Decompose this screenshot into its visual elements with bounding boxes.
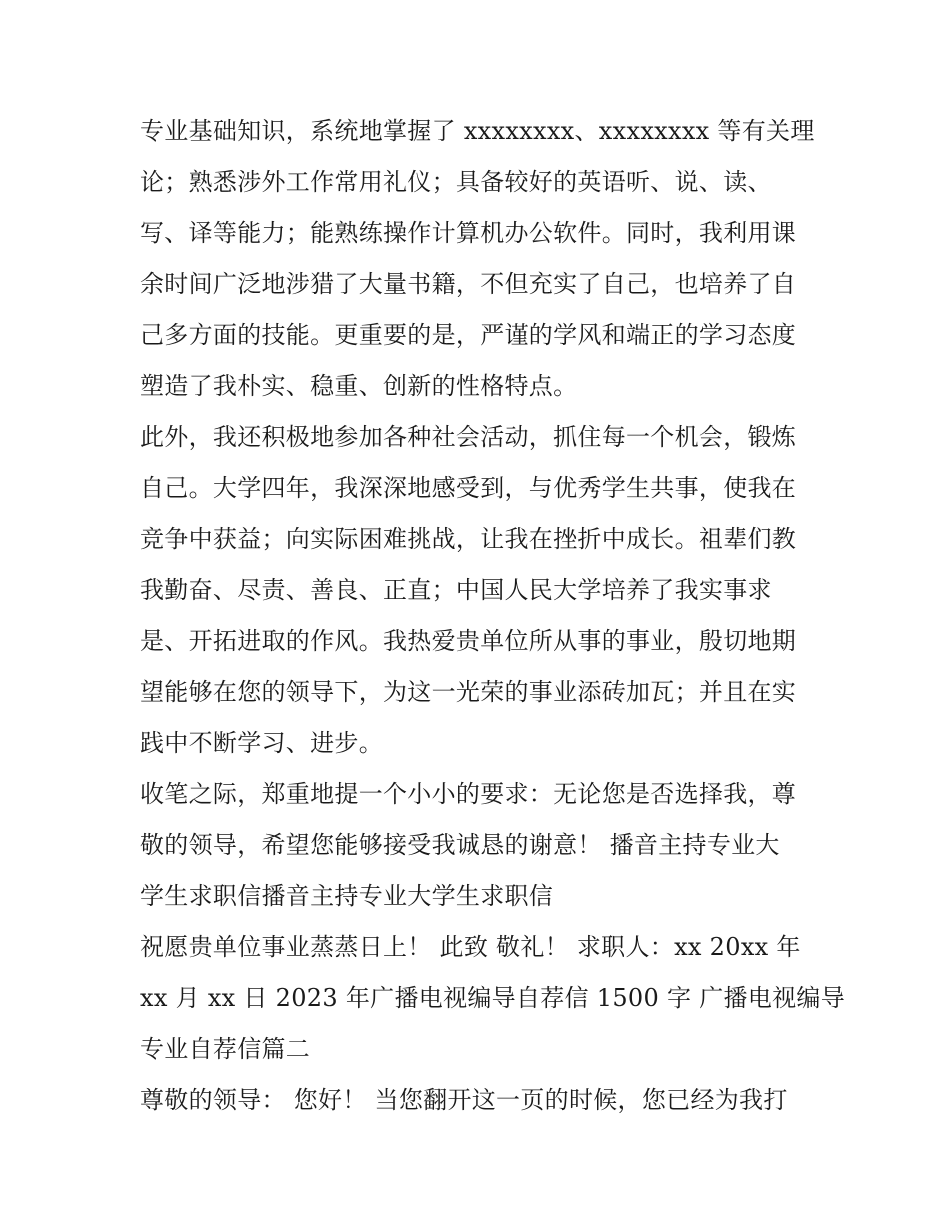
text-line-1: 专业基础知识，系统地掌握了 xxxxxxxx、xxxxxxxx 等有关理 bbox=[140, 117, 815, 145]
text-line-19: 专业自荐信篇二 bbox=[140, 1035, 311, 1063]
text-line-5: 己多方面的技能。更重要的是，严谨的学风和端正的学习态度 bbox=[140, 321, 797, 349]
text-line-3: 写、译等能力；能熟练操作计算机办公软件。同时，我利用课 bbox=[140, 219, 797, 247]
text-line-11: 是、开拓进取的作风。我热爱贵单位所从事的事业，殷切地期 bbox=[140, 627, 797, 655]
text-line-12: 望能够在您的领导下，为这一光荣的事业添砖加瓦；并且在实 bbox=[140, 678, 797, 706]
text-line-2: 论；熟悉涉外工作常用礼仪；具备较好的英语听、说、读、 bbox=[140, 168, 772, 196]
text-line-6: 塑造了我朴实、稳重、创新的性格特点。 bbox=[140, 372, 578, 400]
text-line-20: 尊敬的领导： 您好！ 当您翻开这一页的时候，您已经为我打 bbox=[140, 1086, 788, 1114]
text-line-16: 学生求职信播音主持专业大学生求职信 bbox=[140, 882, 554, 910]
text-line-15: 敬的领导，希望您能够接受我诚恳的谢意！ 播音主持专业大 bbox=[140, 831, 780, 859]
text-line-18: xx 月 xx 日 2023 年广播电视编导自荐信 1500 字 广播电视编导 bbox=[140, 984, 846, 1012]
text-line-9: 竞争中获益；向实际困难挑战，让我在挫折中成长。祖辈们教 bbox=[140, 525, 797, 553]
document-body bbox=[140, 106, 846, 1126]
text-line-13: 践中不断学习、进步。 bbox=[140, 729, 383, 757]
text-line-14: 收笔之际，郑重地提一个小小的要求：无论您是否选择我，尊 bbox=[140, 780, 797, 808]
text-line-4: 余时间广泛地涉猎了大量书籍，不但充实了自己，也培养了自 bbox=[140, 270, 797, 298]
text-line-10: 我勤奋、尽责、善良、正直；中国人民大学培养了我实事求 bbox=[140, 576, 772, 604]
text-line-17: 祝愿贵单位事业蒸蒸日上！ 此致 敬礼！ 求职人：xx 20xx 年 bbox=[140, 933, 801, 961]
text-line-8: 自己。大学四年，我深深地感受到，与优秀学生共事，使我在 bbox=[140, 474, 797, 502]
text-line-7: 此外，我还积极地参加各种社会活动，抓住每一个机会，锻炼 bbox=[140, 423, 797, 451]
